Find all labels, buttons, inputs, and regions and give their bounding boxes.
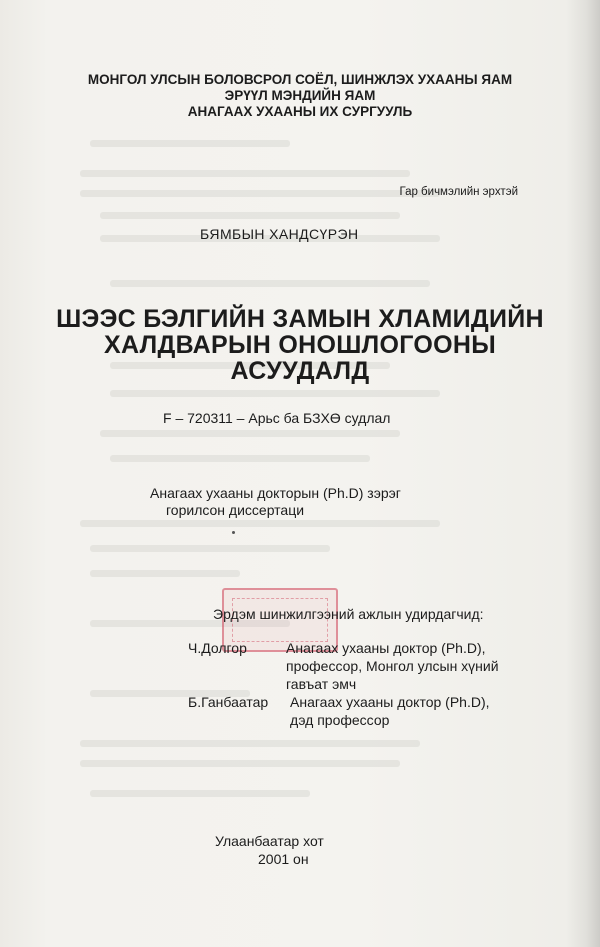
supervisor-name-2: Б.Ганбаатар (188, 694, 269, 710)
manuscript-rights-note: Гар бичмэлийн эрхтэй (399, 186, 518, 198)
supervisor-name-1: Ч.Долгор (188, 640, 247, 656)
ink-speck (232, 531, 235, 534)
ministry-line-1: МОНГОЛ УЛСЫН БОЛОВСРОЛ СОЁЛ, ШИНЖЛЭХ УХААНЫ ЯАМ (87, 72, 513, 87)
degree-line-1: Анагаах ухааны докторын (Ph.D) зэрэг (150, 485, 401, 501)
supervisor-2-role-line-2: дэд профессор (290, 712, 390, 728)
degree-line-2: горилсон диссертаци (166, 502, 305, 518)
supervisors-heading: Эрдэм шинжилгээний ажлын удирдагчид: (213, 606, 484, 622)
author-name: БЯМБЫН ХАНДСҮРЭН (200, 226, 359, 242)
dissertation-title-line-1: ШЭЭС БЭЛГИЙН ЗАМЫН ХЛАМИДИЙН (56, 305, 544, 333)
place-of-publication: Улаанбаатар хот (215, 833, 324, 849)
specialty-code: F – 720311 – Арьс ба БЗХӨ судлал (163, 410, 391, 426)
supervisor-1-role-line-3: гавъат эмч (286, 676, 357, 692)
dissertation-title-line-3: АСУУДАЛД (230, 357, 370, 385)
supervisor-2-role-line-1: Анагаах ухааны доктор (Ph.D), (290, 694, 490, 710)
ministry-line-2: ЭРҮҮЛ МЭНДИЙН ЯАМ (224, 88, 376, 103)
dissertation-title-line-2: ХАЛДВАРЫН ОНОШЛОГООНЫ (103, 331, 497, 359)
university-name: АНАГААХ УХААНЫ ИХ СУРГУУЛЬ (187, 104, 413, 119)
page-edge-shadow (566, 0, 600, 947)
publication-year: 2001 он (258, 851, 309, 867)
supervisor-1-role-line-1: Анагаах ухааны доктор (Ph.D), (286, 640, 486, 656)
supervisor-1-role-line-2: профессор, Монгол улсын хүний (286, 658, 499, 674)
